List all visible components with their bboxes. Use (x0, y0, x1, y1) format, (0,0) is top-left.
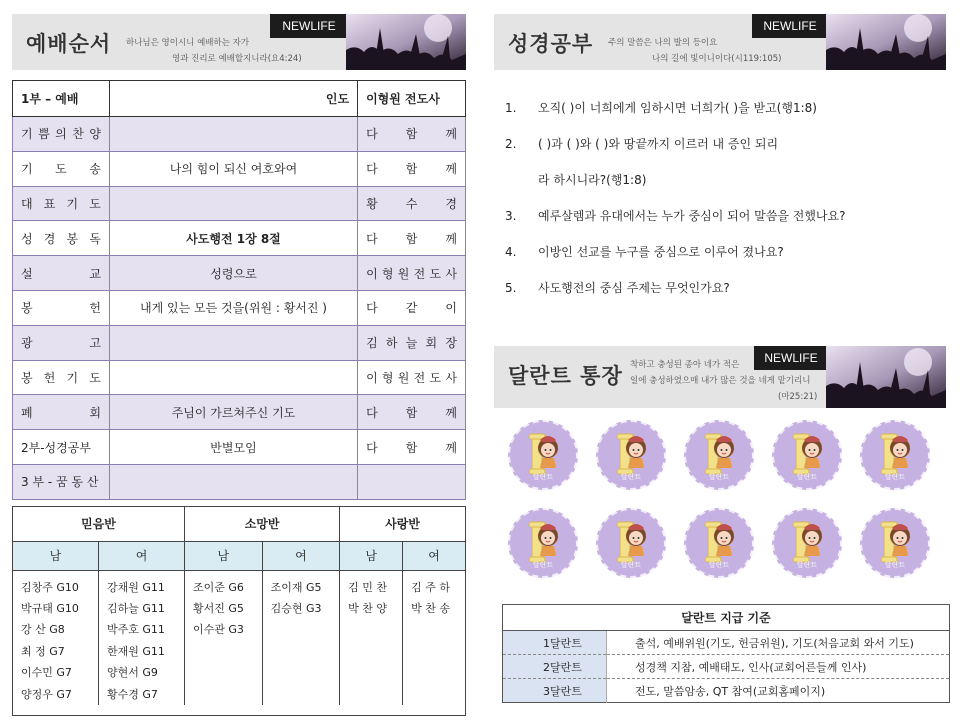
order-item-detail (109, 360, 357, 395)
student-name: 박규태 G10 (21, 601, 79, 615)
roster-column (13, 570, 98, 705)
study-header (494, 14, 946, 70)
student-name: 조이준 G6 (193, 580, 244, 594)
criteria-level: 2달란트 (503, 655, 607, 679)
worship-order-row (13, 256, 466, 291)
question-item (502, 132, 942, 204)
order-item-name: 봉 헌 기 도 (13, 360, 110, 395)
roster-column (340, 570, 403, 705)
order-item-detail (109, 117, 357, 152)
worship-order-header-row (13, 81, 466, 117)
female-header: 여 (403, 541, 465, 570)
worship-order-row (13, 117, 466, 152)
order-item-name: 폐 회 (13, 395, 110, 430)
student-name: 한재원 G11 (106, 644, 165, 658)
order-item-detail: 사도행전 1장 8절 (109, 221, 357, 256)
worship-order-row (13, 151, 466, 186)
question-number: 1. (505, 101, 517, 115)
newlife-label: NEWLIFE (754, 346, 828, 370)
talent-criteria-table (502, 604, 950, 703)
order-item-person: 이 형 원 전 도 사 (358, 256, 466, 291)
sticker-label: 달란트 (708, 473, 730, 481)
sticker-label: 달란트 (532, 561, 554, 569)
male-header: 남 (340, 541, 403, 570)
talent-sticker[interactable] (596, 420, 666, 490)
question-number: 2. (505, 137, 517, 151)
talent-sticker[interactable] (508, 420, 578, 490)
student-name: 박 찬 송 (411, 601, 450, 615)
question-text-continued: 라 하시니라?(행1:8) (538, 173, 647, 187)
sticker-label: 달란트 (884, 561, 906, 569)
order-item-detail (109, 464, 357, 499)
male-header: 남 (185, 541, 263, 570)
question-number: 4. (505, 245, 517, 259)
worship-order-table (12, 80, 466, 500)
order-item-detail: 주님이 가르쳐주신 기도 (109, 395, 357, 430)
talent-sticker[interactable] (684, 420, 754, 490)
leader-name: 이형원 전도사 (358, 81, 466, 117)
newlife-label: NEWLIFE (752, 14, 828, 38)
question-number: 3. (505, 209, 517, 223)
worship-order-row (13, 221, 466, 256)
student-name: 양현서 G9 (106, 666, 158, 680)
talent-header (494, 346, 946, 408)
student-name: 조이재 G5 (270, 580, 322, 594)
question-text: 오직( )이 너희에게 임하시면 너희가( )을 받고(행1:8) (538, 101, 817, 115)
student-name: 김 민 찬 (348, 580, 388, 594)
talent-verse-line3: (마25:21) (778, 392, 818, 402)
talent-sticker[interactable] (860, 508, 930, 578)
order-item-person: 다 함 께 (358, 395, 466, 430)
worship-order-row (13, 430, 466, 465)
worship-verse-line2: 영과 진리로 예배할지니라(요4:24) (172, 54, 302, 64)
sticker-label: 달란트 (620, 473, 642, 481)
criteria-items: 전도, 말씀암송, QT 참여(교회홈페이지) (635, 684, 826, 698)
talent-crowd-photo (826, 346, 946, 408)
talent-verse-line2: 일에 충성하였으매 내가 많은 것을 네게 맡기리니 (630, 376, 811, 386)
newlife-label: NEWLIFE (270, 14, 348, 38)
male-header: 남 (13, 541, 98, 570)
female-header: 여 (262, 541, 340, 570)
order-item-person: 황 수 경 (358, 186, 466, 221)
order-item-name: 기 도 송 (13, 151, 110, 186)
order-item-person (358, 464, 466, 499)
sticker-label: 달란트 (532, 473, 554, 481)
student-name: 김창주 G10 (21, 580, 79, 594)
order-item-name: 성 경 봉 독 (13, 221, 110, 256)
criteria-level: 1달란트 (503, 631, 607, 655)
question-item (502, 204, 942, 240)
question-item (502, 240, 942, 276)
study-verse-line1: 주의 말씀은 나의 발의 등이요 (608, 38, 718, 48)
sticker-label: 달란트 (884, 473, 906, 481)
order-item-name: 설 교 (13, 256, 110, 291)
talent-sticker[interactable] (684, 508, 754, 578)
order-item-detail: 반별모임 (109, 430, 357, 465)
worship-order-row (13, 395, 466, 430)
order-item-detail (109, 186, 357, 221)
worship-header (12, 14, 466, 70)
order-item-person: 다 함 께 (358, 221, 466, 256)
question-text: 예루살렘과 유대에서는 누가 중심이 되어 말씀을 전했나요? (538, 209, 846, 223)
student-name: 김승현 G3 (270, 601, 322, 615)
student-name: 강채원 G11 (106, 580, 165, 594)
study-verse-line2: 나의 길에 빛이니이다(시119:105) (652, 54, 782, 64)
order-item-name: 3 부 - 꿈 동 산 (13, 464, 110, 499)
study-questions (502, 96, 942, 312)
roster-column (98, 570, 184, 705)
question-number: 5. (505, 281, 517, 295)
criteria-row (503, 679, 950, 703)
criteria-level: 3달란트 (503, 679, 607, 703)
student-name: 이수관 G3 (193, 623, 244, 637)
student-name: 강 산 G8 (21, 623, 65, 637)
order-item-name: 봉 헌 (13, 290, 110, 325)
student-name: 박 찬 양 (348, 601, 388, 615)
order-item-name: 대 표 기 도 (13, 186, 110, 221)
leader-label: 인도 (109, 81, 357, 117)
order-item-detail (109, 325, 357, 360)
order-item-person: 다 함 께 (358, 117, 466, 152)
student-name: 최 정 G7 (21, 644, 65, 658)
female-header: 여 (98, 541, 184, 570)
class-name-faith: 믿음반 (13, 507, 185, 541)
roster-column (262, 570, 340, 705)
sticker-label: 달란트 (708, 561, 730, 569)
student-name: 김하늘 G11 (106, 601, 165, 615)
order-item-name: 2부-성경공부 (13, 430, 110, 465)
class-name-hope: 소망반 (185, 507, 340, 541)
student-name: 황수경 G7 (106, 687, 158, 701)
talent-sticker[interactable] (596, 508, 666, 578)
worship-order-row (13, 464, 466, 499)
talent-title: 달란트 통장 (508, 364, 623, 388)
talent-verse-line1: 착하고 충성된 종아 네가 적은 (630, 360, 740, 370)
criteria-items: 성경책 지참, 예배태도, 인사(교회어른들께 인사) (607, 655, 950, 679)
question-text: ( )과 ( )와 ( )와 땅끝까지 이르러 내 증인 되리 (538, 137, 779, 151)
study-crowd-photo (826, 14, 946, 70)
class-roster (12, 506, 466, 716)
criteria-row (503, 655, 950, 679)
talent-sticker[interactable] (508, 508, 578, 578)
student-name: 황서진 G5 (193, 601, 244, 615)
study-title: 성경공부 (508, 32, 594, 56)
question-item (502, 276, 942, 312)
class-name-love: 사랑반 (340, 507, 465, 541)
worship-crowd-photo (346, 14, 466, 70)
talent-sticker[interactable] (772, 508, 842, 578)
talent-sticker[interactable] (860, 420, 930, 490)
order-item-person: 김 하 늘 회 장 (358, 325, 466, 360)
service-part-label: 1부 – 예배 (13, 81, 110, 117)
order-item-person: 다 함 께 (358, 151, 466, 186)
student-name: 박주호 G11 (106, 623, 165, 637)
criteria-items: 출석, 예배위원(기도, 헌금위원), 기도(처음교회 와서 기도) (607, 631, 950, 655)
order-item-name: 광 고 (13, 325, 110, 360)
worship-verse-line1: 하나님은 영이시니 예배하는 자가 (126, 38, 250, 48)
order-item-person: 다 같 이 (358, 290, 466, 325)
student-name: 이수민 G7 (21, 666, 72, 680)
question-item (502, 96, 942, 132)
order-item-detail: 성령으로 (109, 256, 357, 291)
sticker-label: 달란트 (796, 561, 818, 569)
question-text: 사도행전의 중심 주제는 무엇인가요? (538, 281, 730, 295)
criteria-title: 달란트 지급 기준 (503, 605, 950, 631)
roster-column (403, 570, 465, 705)
worship-order-row (13, 325, 466, 360)
talent-sticker[interactable] (772, 420, 842, 490)
student-name: 김 주 하 (411, 580, 450, 594)
question-text: 이방인 선교를 누구를 중심으로 이루어 졌나요? (538, 245, 784, 259)
sticker-label: 달란트 (620, 561, 642, 569)
worship-order-row (13, 186, 466, 221)
worship-order-row (13, 290, 466, 325)
criteria-row (503, 631, 950, 655)
order-item-person: 이 형 원 전 도 사 (358, 360, 466, 395)
worship-title: 예배순서 (26, 32, 112, 56)
worship-order-row (13, 360, 466, 395)
order-item-person: 다 함 께 (358, 430, 466, 465)
order-item-detail: 내게 있는 모든 것을(위원 : 황서진 ) (109, 290, 357, 325)
order-item-detail: 나의 힘이 되신 여호와여 (109, 151, 357, 186)
roster-column (185, 570, 263, 705)
order-item-name: 기 쁨 의 찬 양 (13, 117, 110, 152)
student-name: 양정우 G7 (21, 687, 72, 701)
sticker-label: 달란트 (796, 473, 818, 481)
